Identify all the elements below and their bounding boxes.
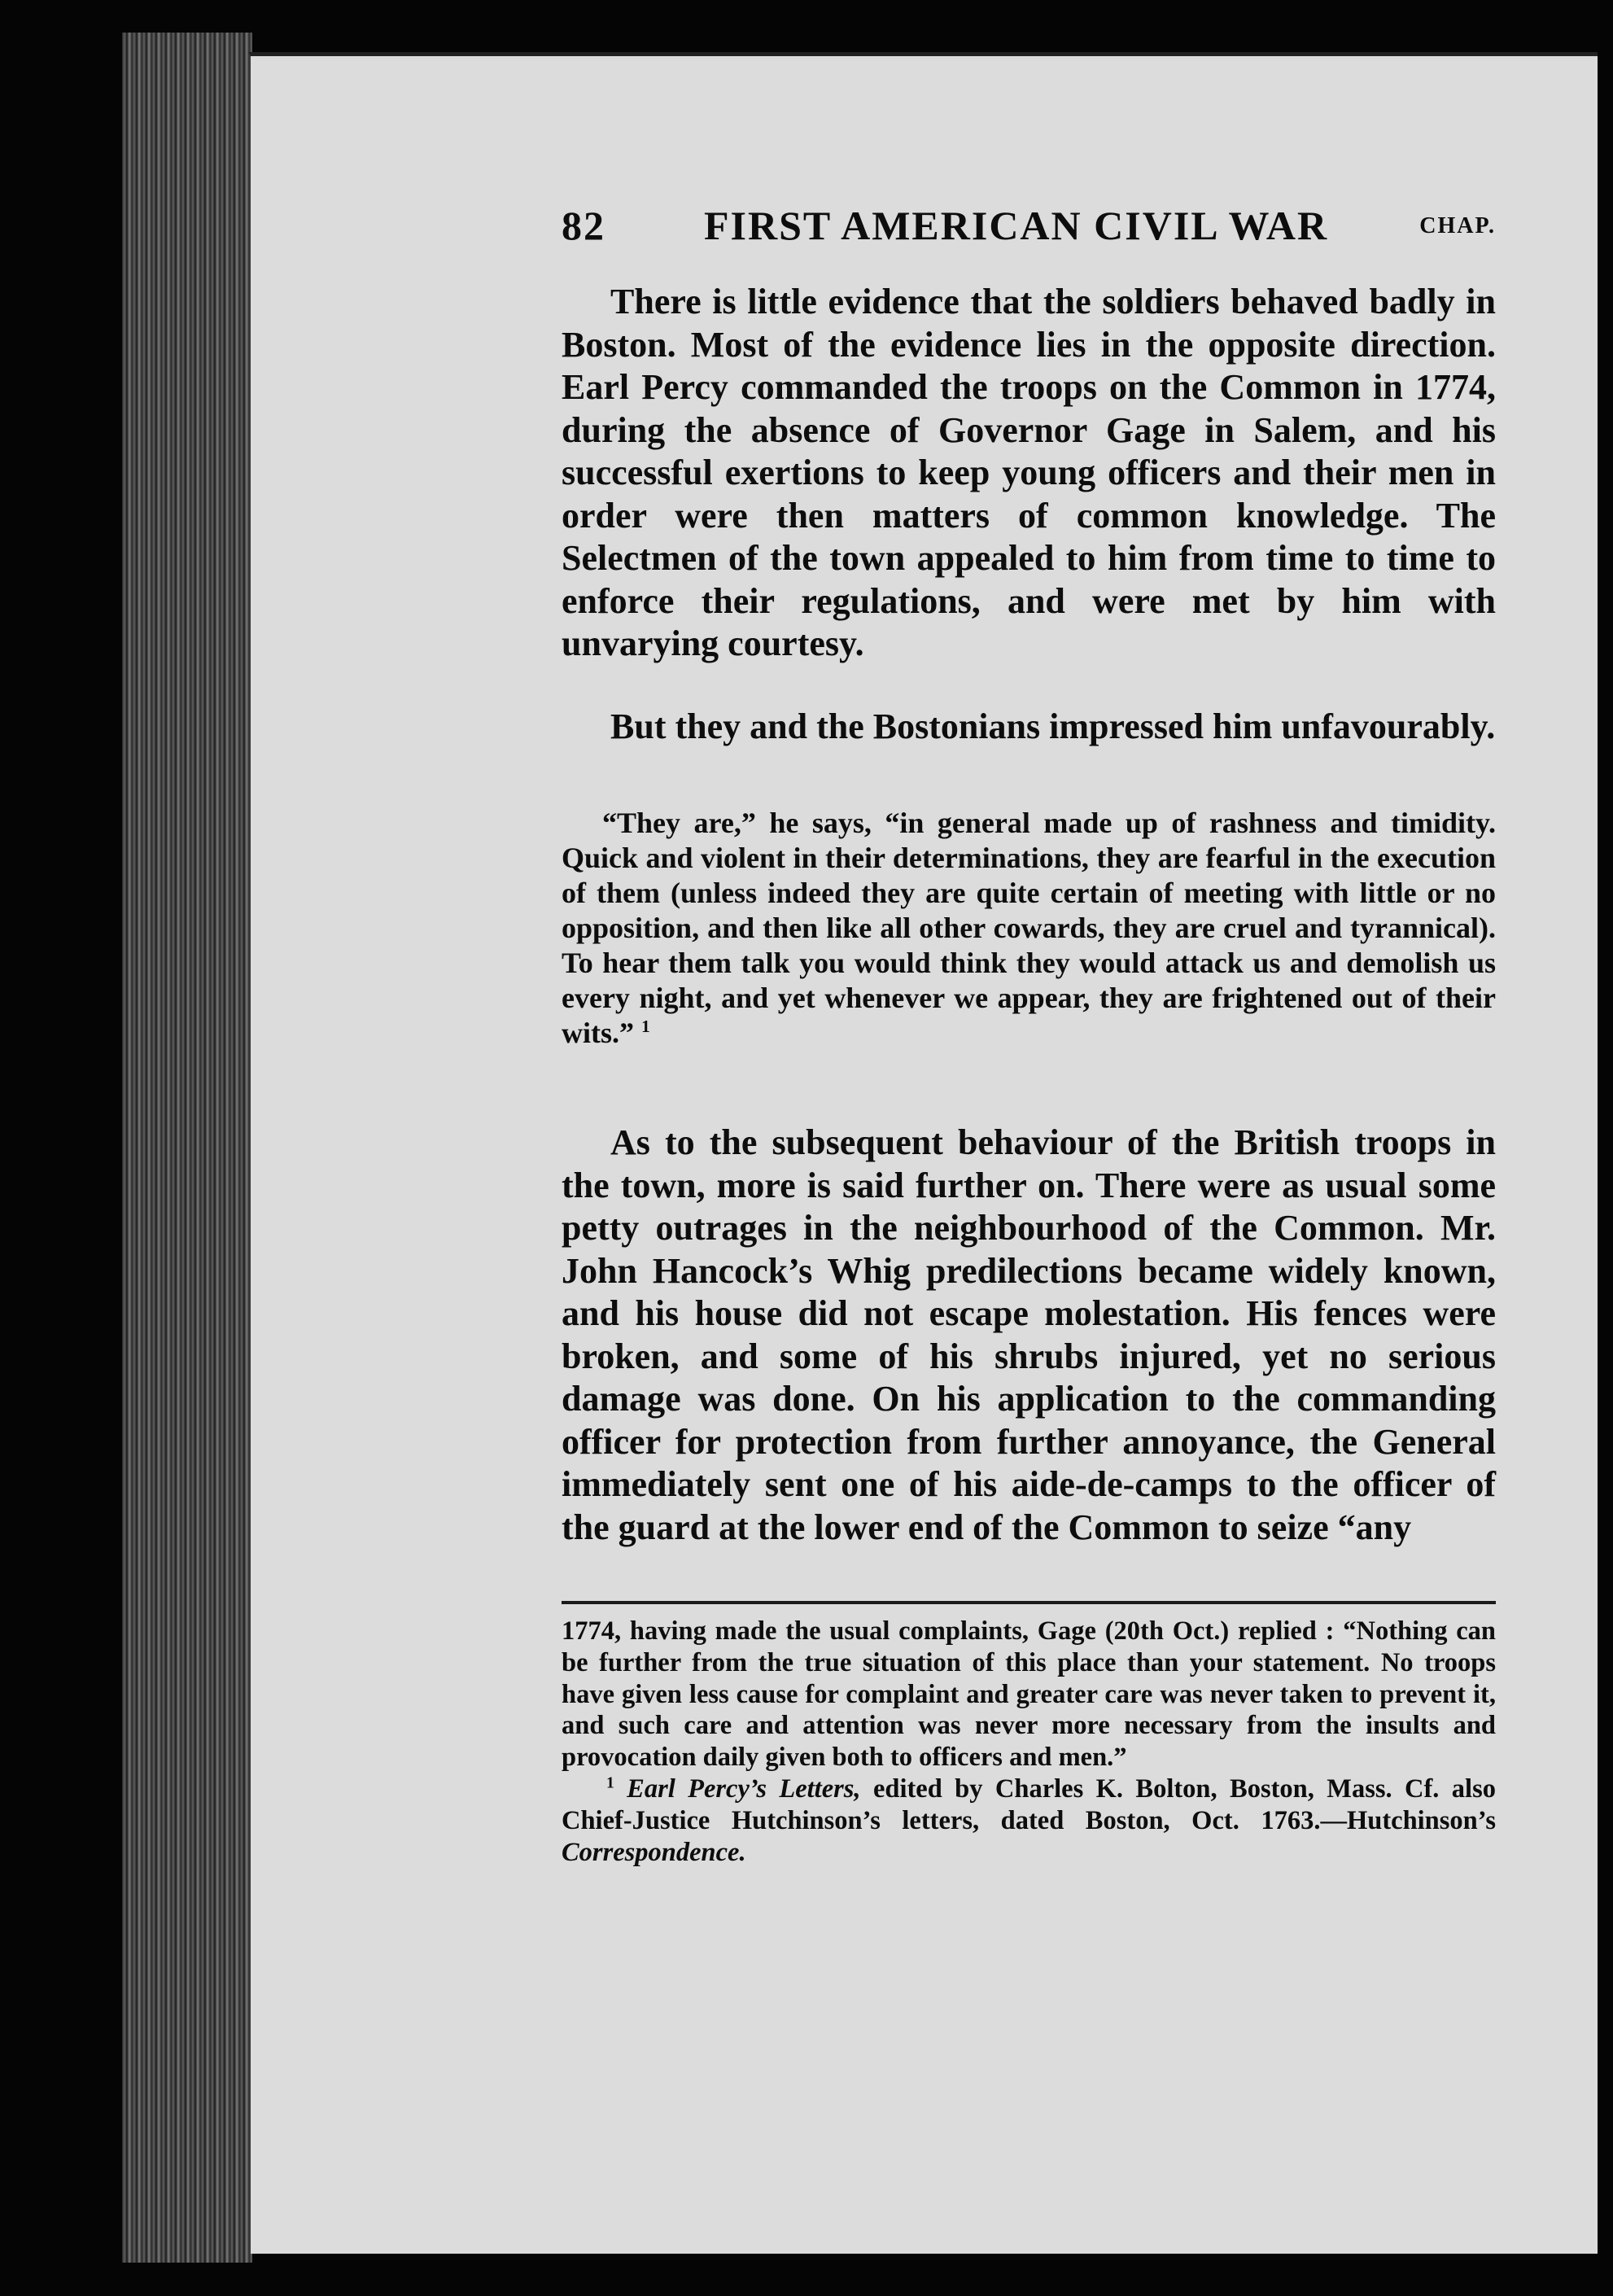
- footnote-reference: 1: [641, 1017, 650, 1037]
- chapter-label: CHAP.: [1419, 213, 1496, 238]
- footnotes: [562, 1616, 1496, 1868]
- footnote-1-source: Correspondence.: [562, 1837, 746, 1867]
- footnote-1-text: edited by Charles K. Bolton, Boston, Mass. Cf. also Chief-Justice Hutchinson’s letters, dated Boston, Oct. 1763.—Hutchinson’s: [562, 1773, 1496, 1835]
- page-number: 82: [562, 203, 605, 248]
- body-paragraph-1: There is little evidence that the soldiers behaved badly in Boston. Most of the evidence lies in the opposite direction. Earl Percy commanded the troops on the Common in 1774, during the absence of Governor Gage in Salem, and his successful exertions to keep young officers and their men in order were then matters of common knowledge. The Selectmen of the town appealed to him from time to time to enforce their regulations, and were met by him with unvarying courtesy.: [562, 282, 1496, 663]
- body-paragraph-2-block: [562, 706, 1496, 749]
- footnote-continued: 1774, having made the usual complaints, Gage (20th Oct.) replied : “Nothing can be further from the true situation of this place than your statement. No troops have given less cause for complaint and greater care was never taken to prevent it, and such care and attention was never more necessary from the insults and provocation daily given both to officers and men.”: [562, 1616, 1496, 1773]
- body-paragraph-3: As to the subsequent behaviour of the British troops in the town, more is said further on. There were as usual some petty outrages in the neighbourhood of the Common. Mr. John Hancock’s Whig predilections became widely known, and his house did not escape molestation. His fences were broken, and some of his shrubs injured, yet no serious damage was done. On his application to the commanding officer for protection from further annoyance, the General immediately sent one of his aide-de-camps to the officer of the guard at the lower end of the Common to seize “any: [562, 1122, 1496, 1547]
- footnote-1: [562, 1773, 1496, 1868]
- footnote-1-title: Earl Percy’s Letters,: [627, 1773, 861, 1804]
- body-paragraph-2: But they and the Bostonians impressed him unfavourably.: [610, 706, 1496, 746]
- body-paragraph-3-block: [562, 1122, 1496, 1549]
- footnote-1-mark: 1: [606, 1774, 614, 1792]
- footnote-rule: [562, 1601, 1496, 1604]
- block-quote-text: [562, 806, 1496, 1051]
- body-paragraph-1-block: [562, 281, 1496, 666]
- block-quote: [562, 806, 1496, 1051]
- running-title: FIRST AMERICAN CIVIL WAR: [704, 203, 1329, 248]
- book-edge: [122, 33, 252, 2263]
- quote-text: “They are,” he says, “in general made up of rashness and timidity. Quick and violent in their determinations, they are fearful in the execution of them (unless indeed they are quite certain of meeting with little or no opposition, and then like all other cowards, they are cruel and tyrannical). To hear them talk you would think they would attack us and demolish us every night, and yet whenever we appear, they are frightened out of their wits.”: [562, 807, 1496, 1049]
- running-head: [562, 202, 1496, 259]
